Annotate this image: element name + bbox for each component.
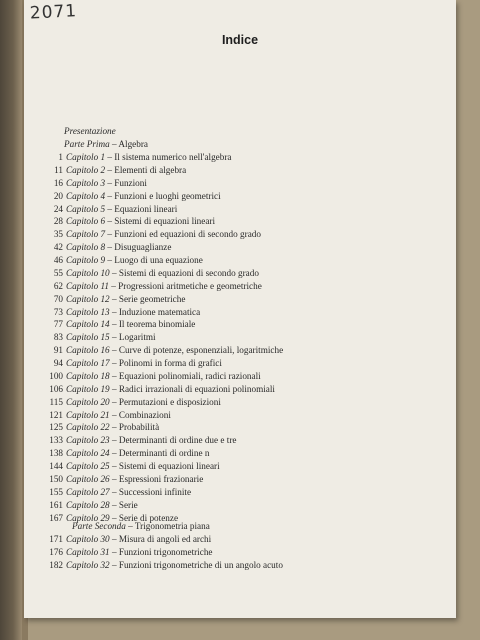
toc-separator: – xyxy=(105,229,115,240)
toc-entry xyxy=(24,370,261,382)
toc-chapter-label: Capitolo 12 xyxy=(66,293,110,304)
toc-entry xyxy=(24,421,159,433)
toc-separator: – xyxy=(109,512,119,523)
toc-chapter-title: Funzioni trigonometriche xyxy=(118,546,213,557)
toc-chapter-label: Capitolo 17 xyxy=(66,358,110,369)
toc-page-number: 133 xyxy=(49,435,63,446)
toc-page-number: 91 xyxy=(53,345,63,356)
toc-chapter-title: Sistemi di equazioni lineari xyxy=(114,216,216,227)
toc-separator: – xyxy=(109,546,119,557)
toc-separator: – xyxy=(109,409,119,420)
toc-page-number: 100 xyxy=(49,370,63,381)
toc-chapter-label: Capitolo 24 xyxy=(66,448,110,459)
toc-page-number: 73 xyxy=(53,306,63,317)
toc-page-number: 106 xyxy=(49,383,63,394)
book-page xyxy=(24,0,456,618)
toc-entry xyxy=(24,177,147,189)
part-label: Parte Seconda xyxy=(72,521,126,531)
toc-page-number: 11 xyxy=(54,164,63,175)
toc-page-number: 28 xyxy=(53,216,63,227)
toc-separator: – xyxy=(105,255,115,266)
toc-chapter-title: Funzioni e luoghi geometrici xyxy=(114,190,221,201)
toc-page-number: 16 xyxy=(53,177,63,188)
toc-page-number: 42 xyxy=(53,242,63,253)
toc-chapter-label: Capitolo 11 xyxy=(66,280,109,291)
toc-chapter-label: Capitolo 20 xyxy=(66,396,110,407)
toc-separator: – xyxy=(109,435,119,446)
toc-chapter-title: Permutazioni e disposizioni xyxy=(118,396,221,407)
toc-chapter-title: Determinanti di ordine due e tre xyxy=(118,435,237,446)
toc-chapter-title: Funzioni xyxy=(114,177,147,188)
toc-chapter-label: Capitolo 27 xyxy=(66,486,110,497)
toc-separator: – xyxy=(109,396,119,407)
toc-chapter-title: Polinomi in forma di grafici xyxy=(118,358,222,369)
toc-chapter-label: Capitolo 6 xyxy=(66,216,106,227)
toc-part-heading-2 xyxy=(72,520,210,532)
toc-entry xyxy=(24,434,236,446)
toc-separator: – xyxy=(109,559,119,570)
toc-chapter-title: Equazioni lineari xyxy=(114,203,178,214)
toc-entry xyxy=(24,486,191,498)
toc-page-number: 62 xyxy=(53,280,63,291)
toc-page-number: 94 xyxy=(53,358,63,369)
toc-separator: – xyxy=(109,293,119,304)
toc-chapter-title: Serie di potenze xyxy=(118,512,179,523)
toc-chapter-title: Luogo di una equazione xyxy=(114,255,203,266)
toc-chapter-title: Serie geometriche xyxy=(118,293,186,304)
toc-page-number: 55 xyxy=(53,267,63,278)
toc-separator: – xyxy=(109,267,119,278)
toc-separator: – xyxy=(105,242,115,253)
toc-chapter-label: Capitolo 9 xyxy=(66,255,106,266)
toc-entry xyxy=(24,164,186,176)
toc-separator: – xyxy=(109,474,119,484)
toc-chapter-label: Capitolo 19 xyxy=(66,383,110,394)
toc-separator: – xyxy=(109,306,119,317)
toc-entry xyxy=(24,499,138,511)
toc-chapter-label: Capitolo 14 xyxy=(66,319,110,330)
toc-entry xyxy=(24,357,222,369)
toc-chapter-title: Induzione matematica xyxy=(118,306,201,317)
toc-chapter-title: Espressioni frazionarie xyxy=(118,474,204,484)
toc-chapter-title: Funzioni ed equazioni di secondo grado xyxy=(114,229,261,240)
toc-separator: – xyxy=(109,422,119,433)
toc-page-number: 150 xyxy=(49,474,63,484)
part-separator: – xyxy=(109,139,119,149)
toc-separator: – xyxy=(109,448,119,459)
toc-separator: – xyxy=(109,358,119,369)
toc-chapter-title: Serie xyxy=(118,499,138,510)
toc-chapter-label: Capitolo 8 xyxy=(66,242,106,253)
toc-chapter-title: Progressioni aritmetiche e geometriche xyxy=(118,280,262,291)
toc-entry xyxy=(24,267,259,279)
toc-chapter-title: Logaritmi xyxy=(118,332,156,343)
toc-entry xyxy=(24,546,213,558)
toc-separator: – xyxy=(109,461,119,472)
toc-separator: – xyxy=(109,332,119,343)
toc-entry xyxy=(24,241,171,253)
toc-chapter-title: Funzioni trigonometriche di un angolo acuto xyxy=(118,559,283,570)
toc-chapter-label: Capitolo 2 xyxy=(66,164,106,175)
toc-chapter-label: Capitolo 7 xyxy=(66,229,106,240)
toc-separator: – xyxy=(105,216,115,227)
toc-separator: – xyxy=(109,499,119,510)
toc-chapter-title: Elementi di algebra xyxy=(114,164,187,175)
toc-chapter-label: Capitolo 18 xyxy=(66,370,110,381)
toc-separator: – xyxy=(109,383,119,394)
toc-entry xyxy=(24,228,261,240)
toc-chapter-title: Probabilità xyxy=(118,422,160,433)
toc-chapter-title: Sistemi di equazioni lineari xyxy=(118,461,220,472)
toc-separator: – xyxy=(105,190,115,201)
toc-entry xyxy=(24,306,200,318)
toc-chapter-title: Combinazioni xyxy=(118,409,171,420)
toc-page-number: 176 xyxy=(49,546,63,557)
toc-chapter-label: Capitolo 13 xyxy=(66,306,110,317)
toc-page-number: 83 xyxy=(53,332,63,343)
toc-separator: – xyxy=(109,534,119,544)
toc-entry xyxy=(24,190,221,202)
toc-separator: – xyxy=(109,486,119,497)
toc-page-number: 20 xyxy=(53,190,63,201)
toc-chapter-label: Capitolo 29 xyxy=(66,512,110,523)
toc-separator: – xyxy=(109,319,119,330)
toc-entry xyxy=(24,280,262,292)
toc-separator: – xyxy=(109,370,119,381)
toc-entry xyxy=(24,318,195,330)
toc-chapter-title: Il sistema numerico nell'algebra xyxy=(114,152,232,162)
toc-entry xyxy=(24,151,231,163)
toc-page-number: 24 xyxy=(53,203,63,214)
toc-page-number: 144 xyxy=(49,461,63,472)
toc-entry xyxy=(24,396,221,408)
toc-separator: – xyxy=(108,280,119,291)
toc-chapter-label: Capitolo 4 xyxy=(66,190,106,201)
handwritten-inventory-note: 2071 xyxy=(29,1,78,24)
toc-entry xyxy=(24,254,203,266)
toc-chapter-title: Misura di angoli ed archi xyxy=(118,534,212,544)
toc-chapter-title: Radici irrazionali di equazioni polinomiali xyxy=(118,383,275,394)
toc-chapter-title: Il teorema binomiale xyxy=(118,319,196,330)
toc-page-number: 35 xyxy=(53,229,63,240)
toc-separator: – xyxy=(105,177,115,188)
toc-page-number: 1 xyxy=(58,152,63,162)
toc-page-number: 115 xyxy=(49,396,63,407)
toc-entry xyxy=(24,460,220,472)
part-name: Trigonometria piana xyxy=(134,521,210,531)
toc-presentazione: Presentazione xyxy=(64,126,116,136)
toc-page-number: 182 xyxy=(49,559,63,570)
toc-page-number: 77 xyxy=(53,319,63,330)
toc-chapter-label: Capitolo 16 xyxy=(66,345,110,356)
toc-entry xyxy=(24,331,156,343)
toc-separator: – xyxy=(105,203,115,214)
toc-entry xyxy=(24,203,177,215)
toc-chapter-title: Sistemi di equazioni di secondo grado xyxy=(118,267,259,278)
toc-entry xyxy=(24,409,171,421)
toc-entry xyxy=(24,215,215,227)
toc-page-number: 70 xyxy=(53,293,63,304)
toc-page-number: 171 xyxy=(49,534,63,544)
toc-separator: – xyxy=(109,345,119,356)
toc-entry xyxy=(24,293,185,305)
toc-page-number: 138 xyxy=(49,448,63,459)
toc-page-number: 155 xyxy=(49,486,63,497)
book-gutter-shadow xyxy=(0,0,22,640)
toc-entry xyxy=(24,344,283,356)
toc-chapter-title: Successioni infinite xyxy=(118,486,192,497)
part-name: Algebra xyxy=(118,139,148,149)
toc-page-number: 167 xyxy=(49,512,63,523)
toc-page-number: 161 xyxy=(49,499,63,510)
toc-chapter-label: Capitolo 26 xyxy=(66,474,110,484)
toc-chapter-label: Capitolo 3 xyxy=(66,177,106,188)
toc-chapter-label: Capitolo 5 xyxy=(66,203,106,214)
toc-page-number: 125 xyxy=(49,422,63,433)
part-separator: – xyxy=(125,521,135,531)
toc-chapter-label: Capitolo 21 xyxy=(66,409,110,420)
toc-chapter-label: Capitolo 15 xyxy=(66,332,110,343)
toc-page-number: 121 xyxy=(49,409,63,420)
toc-chapter-title: Determinanti di ordine n xyxy=(118,448,210,459)
toc-chapter-label: Capitolo 28 xyxy=(66,499,110,510)
toc-chapter-label: Capitolo 32 xyxy=(66,559,110,570)
toc-chapter-label: Capitolo 30 xyxy=(66,534,110,544)
part-label: Parte Prima xyxy=(64,139,110,149)
page-title: Indice xyxy=(221,33,259,47)
toc-entry xyxy=(24,559,283,571)
toc-chapter-label: Capitolo 22 xyxy=(66,422,110,433)
toc-chapter-label: Capitolo 23 xyxy=(66,435,110,446)
toc-entry xyxy=(24,447,209,459)
toc-page-number: 46 xyxy=(53,255,63,266)
toc-separator: – xyxy=(105,164,115,175)
toc-separator: – xyxy=(105,152,115,162)
toc-chapter-label: Capitolo 25 xyxy=(66,461,110,472)
toc-entry xyxy=(24,383,275,395)
toc-chapter-label: Capitolo 1 xyxy=(66,152,106,162)
toc-entry xyxy=(24,533,211,545)
toc-chapter-title: Equazioni polinomiali, radici razionali xyxy=(118,370,261,381)
toc-chapter-label: Capitolo 10 xyxy=(66,267,110,278)
toc-chapter-label: Capitolo 31 xyxy=(66,546,110,557)
toc-chapter-title: Curve di potenze, esponenziali, logaritmiche xyxy=(118,345,284,356)
toc-part-heading-1 xyxy=(64,138,148,150)
toc-entry xyxy=(24,473,203,485)
toc-chapter-title: Disuguaglianze xyxy=(114,242,172,253)
